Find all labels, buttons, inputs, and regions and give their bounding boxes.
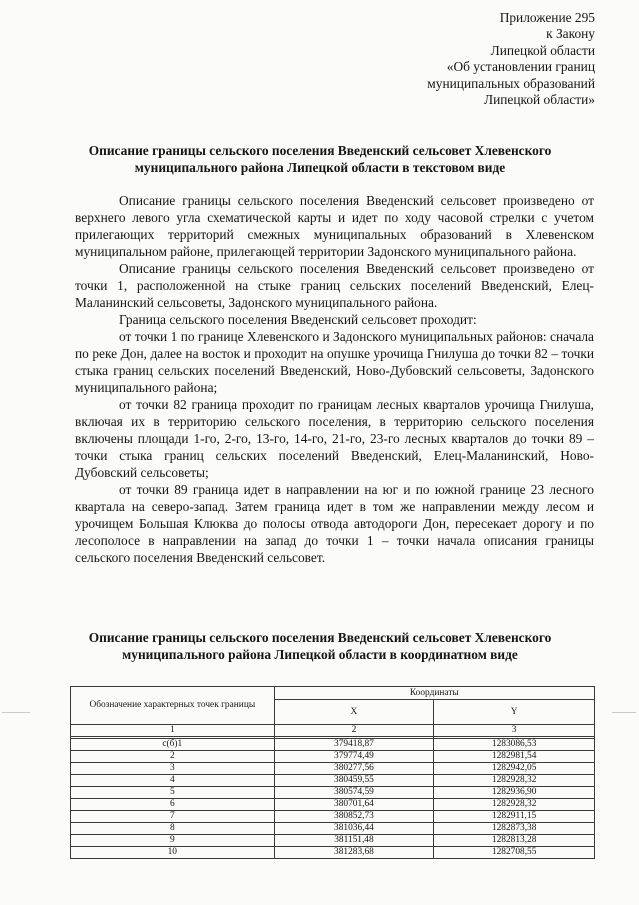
paragraph: от точки 1 по границе Хлевенского и Задонского муниципальных районов: сначала по реке Дон, далее на восток и проходит на опушке урочища Гнилуша до точки 82 – точки стыка границ сельских поселений Введенский, Ново-Дубовский сельсоветы, Задонского муниципального района; [75,329,594,395]
appendix-line: Липецкой области» [483,92,595,108]
x-cell: 379774,49 [274,751,434,763]
x-cell: 380574,59 [274,787,434,799]
y-cell: 1282928,32 [434,775,595,787]
point-cell: 10 [71,847,275,859]
section-title-line: муниципального района Липецкой области в координатном виде [122,647,518,662]
scan-mark [612,712,636,713]
paragraph: Граница сельского поселения Введенский сельсовет проходит: [119,312,477,327]
point-cell: 4 [71,775,275,787]
appendix-header [427,10,595,108]
point-cell: 8 [71,823,275,835]
y-cell: 1282873,38 [434,823,595,835]
x-cell: 380459,55 [274,775,434,787]
x-cell: 381151,48 [274,835,434,847]
scan-mark [2,712,30,713]
appendix-line: муниципальных образований [427,75,595,91]
point-cell: 7 [71,811,275,823]
paragraph: Описание границы сельского поселения Введенский сельсовет произведено от точки 1, расположенной на стыке границ сельских поселений Введенский, Елец-Маланинский сельсоветы, Задонского муниципального района. [75,261,594,310]
point-cell: 3 [71,763,275,775]
table-row [71,775,595,787]
section-title-line: муниципального района Липецкой области в текстовом виде [134,160,506,175]
y-cell: 1283086,53 [434,739,595,751]
table-row [71,799,595,811]
y-cell: 1282813,28 [434,835,595,847]
y-cell: 1282708,55 [434,847,595,859]
point-cell: с(б)1 [71,739,275,751]
boundary-description-body [75,192,594,566]
table-row [71,847,595,859]
paragraph: от точки 82 граница проходит по границам лесных кварталов урочища Гнилуша, включая их в территорию сельского поселения, в территорию сельского поселения включены площади 1-го, 2-го, 13-го, 14-го, 21-го, 23-го лесных кварталов до точки 89 – точки стыка границ сельских поселений Введенский, Елец-Маланинский, Ново-Дубовский сельсоветы; [75,397,594,480]
table-row [71,739,595,751]
y-cell: 1282928,32 [434,799,595,811]
x-cell: 381283,68 [274,847,434,859]
x-cell: 381036,44 [274,823,434,835]
table-row [71,823,595,835]
section-title-coordinate-description [40,629,600,663]
paragraph: Описание границы сельского поселения Введенский сельсовет произведено от верхнего левого угла схематической карты и идет по ходу часовой стрелки с учетом прилегающих территорий смежных муниципальных образований в Хлевенском муниципальном районе, прилегающей территории Задонского муниципального района. [75,193,594,259]
y-cell: 1282942,05 [434,763,595,775]
appendix-line: Приложение 295 [499,10,595,25]
point-cell: 6 [71,799,275,811]
table-row [71,763,595,775]
y-cell: 1282936,90 [434,787,595,799]
x-cell: 380277,56 [274,763,434,775]
appendix-line: Липецкой области [490,42,595,58]
header-x: X [274,700,434,725]
appendix-line: «Об установлении границ [446,59,595,75]
point-cell: 2 [71,751,275,763]
y-cell: 1282981,54 [434,751,595,763]
section-title-line: Описание границы сельского поселения Введенский сельсовет Хлевенского [88,143,552,158]
x-cell: 380701,64 [274,799,434,811]
appendix-line: к Закону [546,26,595,42]
column-number: 3 [434,725,595,737]
column-number: 1 [71,725,275,737]
point-cell: 9 [71,835,275,847]
x-cell: 380852,73 [274,811,434,823]
y-cell: 1282911,15 [434,811,595,823]
section-title-line: Описание границы сельского поселения Введенский сельсовет Хлевенского [88,630,552,645]
paragraph: от точки 89 граница идет в направлении на юг и по южной границе 23 лесного квартала на северо-запад. Затем граница идет в том же направлении между лесом и урочищем Большая Клюква до полосы отвода автодороги Дон, пересекает дорогу и по лесополосе в направлении на запад до точки 1 – точки начала описания границы сельского поселения Введенский сельсовет. [75,482,594,565]
table-row [71,835,595,847]
section-title-text-description [40,142,600,176]
coordinates-table [70,686,595,859]
point-cell: 5 [71,787,275,799]
table-row [71,787,595,799]
table-row [71,751,595,763]
x-cell: 379418,87 [274,739,434,751]
header-coordinates: Координаты [274,687,594,700]
header-points: Обозначение характерных точек границы [71,687,275,725]
column-number: 2 [274,725,434,737]
table-row [71,811,595,823]
header-y: Y [434,700,595,725]
